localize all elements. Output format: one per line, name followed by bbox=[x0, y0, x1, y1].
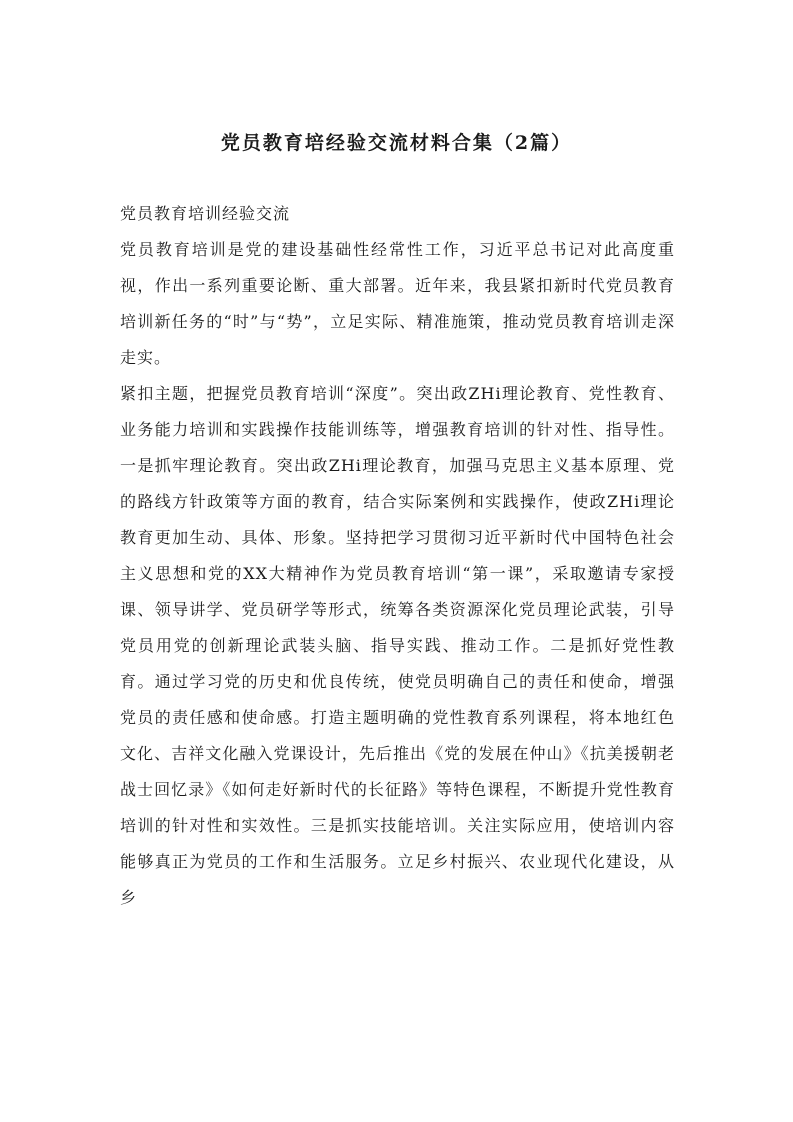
paragraph-main: 紧扣主题，把握党员教育培训“深度”。突出政ZHi理论教育、党性教育、业务能力培训和实践操作技能训练等，增强教育培训的针对性、指导性。一是抓牢理论教育。突出政ZHi理论教育，加强马克思主义基本原理、党的路线方针政策等方面的教育，结合实际案例和实践操作，使政ZHi理论教育更加生动、具体、形象。坚持把学习贯彻习近平新时代中国特色社会主义思想和党的XX大精神作为党员教育培训“第一课”，采取邀请专家授课、领导讲学、党员研学等形式，统筹各类资源深化党员理论武装，引导党员用党的创新理论武装头脑、指导实践、推动工作。二是抓好党性教育。通过学习党的历史和优良传统，使党员明确自己的责任和使命，增强党员的责任感和使命感。打造主题明确的党性教育系列课程，将本地红色文化、吉祥文化融入党课设计，先后推出《党的发展在仲山》《抗美援朝老战士回忆录》《如何走好新时代的长征路》等特色课程，不断提升党性教育培训的针对性和实效性。三是抓实技能培训。关注实际应用，使培训内容能够真正为党员的工作和生活服务。立足乡村振兴、农业现代化建设，从乡 bbox=[120, 384, 675, 907]
document-body bbox=[120, 196, 675, 916]
section-heading: 党员教育培训经验交流 bbox=[120, 204, 291, 223]
document-title: 党员教育培经验交流材料合集（2篇） bbox=[220, 132, 573, 154]
paragraph-intro: 党员教育培训是党的建设基础性经常性工作，习近平总书记对此高度重视，作出一系列重要论断、重大部署。近年来，我县紧扣新时代党员教育培训新任务的“时”与“势”，立足实际、精准施策，推动党员教育培训走深走实。 bbox=[120, 240, 675, 367]
